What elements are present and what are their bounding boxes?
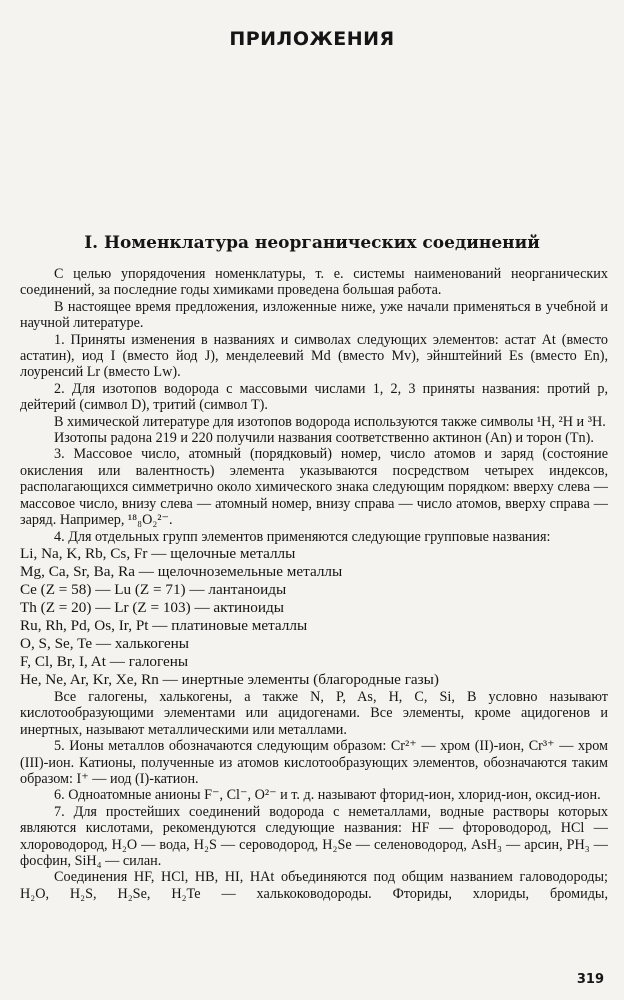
group-list-item: Mg, Ca, Sr, Ba, Ra — щелочноземельные металлы [20,562,343,580]
paragraph: 2. Для изотопов водорода с массовыми числами 1, 2, 3 приняты названия: протий р, дейтерий (символ D), тритий (символ T). [20,380,608,414]
group-list-item: O, S, Se, Te — халькогены [20,634,189,652]
paragraph: В химической литературе для изотопов водорода используются также символы ¹H, ²H и ³H. [54,413,606,430]
group-list-item: Ce (Z = 58) — Lu (Z = 71) — лантаноиды [20,580,287,598]
paragraph: Все галогены, халькогены, а также N, P, As, H, C, Si, B условно называют кислотообразующими элементами или ацидогенами. Все элементы, кроме ацидогенов и инертных, называют металлическими или металлами. [20,688,608,738]
chapter-title: ПРИЛОЖЕНИЯ [229,28,395,50]
page-body [20,266,608,902]
paragraph: 5. Ионы металлов обозначаются следующим образом: Cr²⁺ — хром (II)-ион, Cr³⁺ — хром (III)-ион. Катионы, полученные из атомов кислотообразующих элементов, обозначаются таким образом: I⁺ — иод (I)-катион. [20,738,608,787]
paragraph: 6. Одноатомные анионы F⁻, Cl⁻, O²⁻ и т. д. называют фторид-ион, хлорид-ион, оксид-ион. [54,787,601,804]
group-list-item: Th (Z = 20) — Lr (Z = 103) — актиноиды [20,598,284,616]
paragraph: В настоящее время предложения, изложенные ниже, уже начали применяться в учебной и научной литературе. [20,298,608,332]
paragraph: С целью упорядочения номенклатуры, т. е. системы наименований неорганических соединений, за последние годы химиками проведена большая работа. [20,266,608,299]
group-list-item: He, Ne, Ar, Kr, Xe, Rn — инертные элементы (благородные газы) [20,670,439,688]
paragraph: 4. Для отдельных групп элементов применяются следующие групповые названия: [54,528,551,545]
paragraph: Соединения HF, HCl, HB, HI, HAt объединяются под общим названием галоводороды; H₂O, H₂S, H₂Se, H₂Te — халькоководороды. Фториды, хлориды, бромиды, [20,869,608,902]
paragraph: 3. Массовое число, атомный (порядковый) номер, число атомов и заряд (состояние окисления или валентность) элемента указываются посредством четырех индексов, располагающихся симметрично около химического знака следующим порядком: вверху слева — массовое число, внизу слева — атомный номер, внизу справа — число атомов, вверху справа — заряд. Например, ¹⁸₈O₂²⁻. [20,446,608,529]
group-list-item: Ru, Rh, Pd, Os, Ir, Pt — платиновые металлы [20,616,308,634]
element-group-list [20,545,608,689]
paragraph: 1. Приняты изменения в названиях и символах следующих элементов: астат At (вместо астатин), иод I (вместо йод J), менделеевий Md (вместо Mv), эйнштейний Es (вместо En), лоуренсий Lr (вместо Lw). [20,331,608,381]
paragraph: 7. Для простейших соединений водорода с неметаллами, водные растворы которых являются кислотами, рекомендуются следующие названия: HF — фтороводород, HCl — хлороводород, H₂O — вода, H₂S — сероводород, H₂Se — селеноводород, AsH₃ — арсин, PH₃ — фосфин, SiH₄ — силан. [20,803,608,869]
paragraph: Изотопы радона 219 и 220 получили названия соответственно актинон (An) и торон (Tn). [54,430,594,447]
page-number: 319 [576,972,604,987]
group-list-item: Li, Na, K, Rb, Cs, Fr — щелочные металлы [20,544,296,562]
group-list-item: F, Cl, Br, I, At — галогены [20,652,189,670]
section-title: I. Номенклатура неорганических соединений [84,233,540,253]
